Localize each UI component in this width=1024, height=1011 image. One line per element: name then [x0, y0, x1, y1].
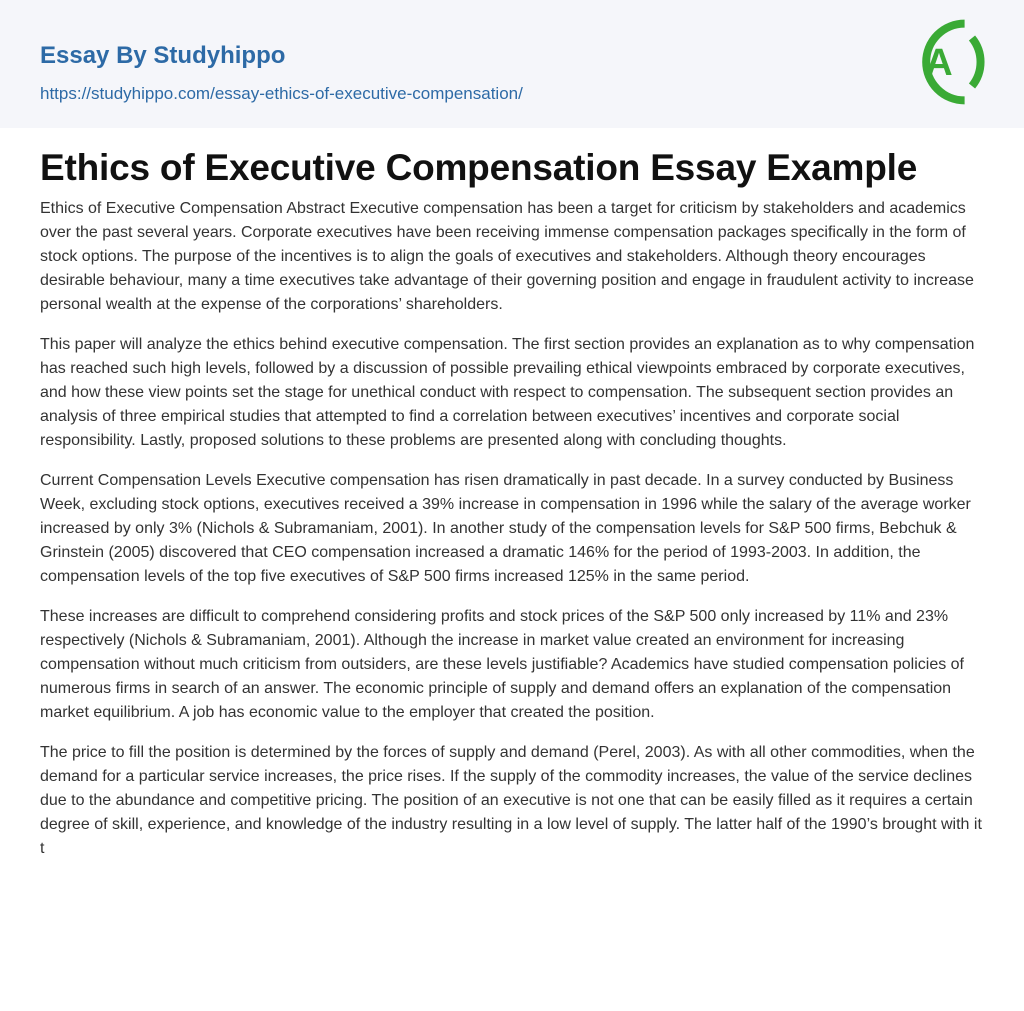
site-header [0, 0, 1024, 128]
essay-paragraph: The price to fill the position is determined by the forces of supply and demand (Perel, 2003). As with all other commodities, when the demand for a particular service increases, the price rises. If the supply of the commodity increases, the value of the service declines due to the abundance and competitive pricing. The position of an executive is not one that can be easily filled as it requires a certain degree of skill, experience, and knowledge of the industry resulting in a low level of supply. The latter half of the 1990’s brought with it t [40, 744, 982, 857]
page-title: Ethics of Executive Compensation Essay Example [40, 147, 918, 188]
source-url-link[interactable]: https://studyhippo.com/essay-ethics-of-executive-compensation/ [40, 84, 523, 103]
essay-paragraph: These increases are difficult to comprehend considering profits and stock prices of the S&P 500 only increased by 11% and 23% respectively (Nichols & Subramaniam, 2001). Although the increase in market value created an environment for increasing compensation without much criticism from outsiders, are these levels justifiable? Academics have studied compensation policies of numerous firms in search of an answer. The economic principle of supply and demand offers an explanation of the compensation market equilibrium. A job has economic value to the employer that created the position. [40, 608, 964, 721]
logo-arc-right [972, 38, 981, 86]
logo-letter: A [925, 42, 953, 84]
essay-paragraph: Ethics of Executive Compensation Abstract Executive compensation has been a target for criticism by stakeholders and academics over the past several years. Corporate executives have been receiving immense compensation packages specifically in the form of stock options. The purpose of the incentives is to align the goals of executives and stakeholders. Although theory encourages desirable behaviour, many a time executives take advantage of their governing position and engage in fraudulent activity to increase personal wealth at the expense of the corporations’ shareholders. [40, 200, 974, 313]
studyhippo-a-logo-icon[interactable] [912, 18, 988, 106]
essay-paragraph: This paper will analyze the ethics behind executive compensation. The first section provides an explanation as to why compensation has reached such high levels, followed by a discussion of possible prevailing ethical viewpoints embraced by corporate executives, and how these view points set the stage for unethical conduct with respect to compensation. The subsequent section provides an analysis of three empirical studies that attempted to find a correlation between executives’ incentives and corporate social responsibility. Lastly, proposed solutions to these problems are presented along with concluding thoughts. [40, 336, 975, 449]
essay-paragraph: Current Compensation Levels Executive compensation has risen dramatically in past decade. In a survey conducted by Business Week, excluding stock options, executives received a 39% increase in compensation in 1996 while the salary of the average worker increased by only 3% (Nichols & Subramaniam, 2001). In another study of the compensation levels for S&P 500 firms, Bebchuk & Grinstein (2005) discovered that CEO compensation increased a dramatic 146% for the period of 1993-2003. In addition, the compensation levels of the top five executives of S&P 500 firms increased 125% in the same period. [40, 472, 971, 585]
article [40, 143, 990, 877]
site-title[interactable]: Essay By Studyhippo [40, 42, 286, 69]
